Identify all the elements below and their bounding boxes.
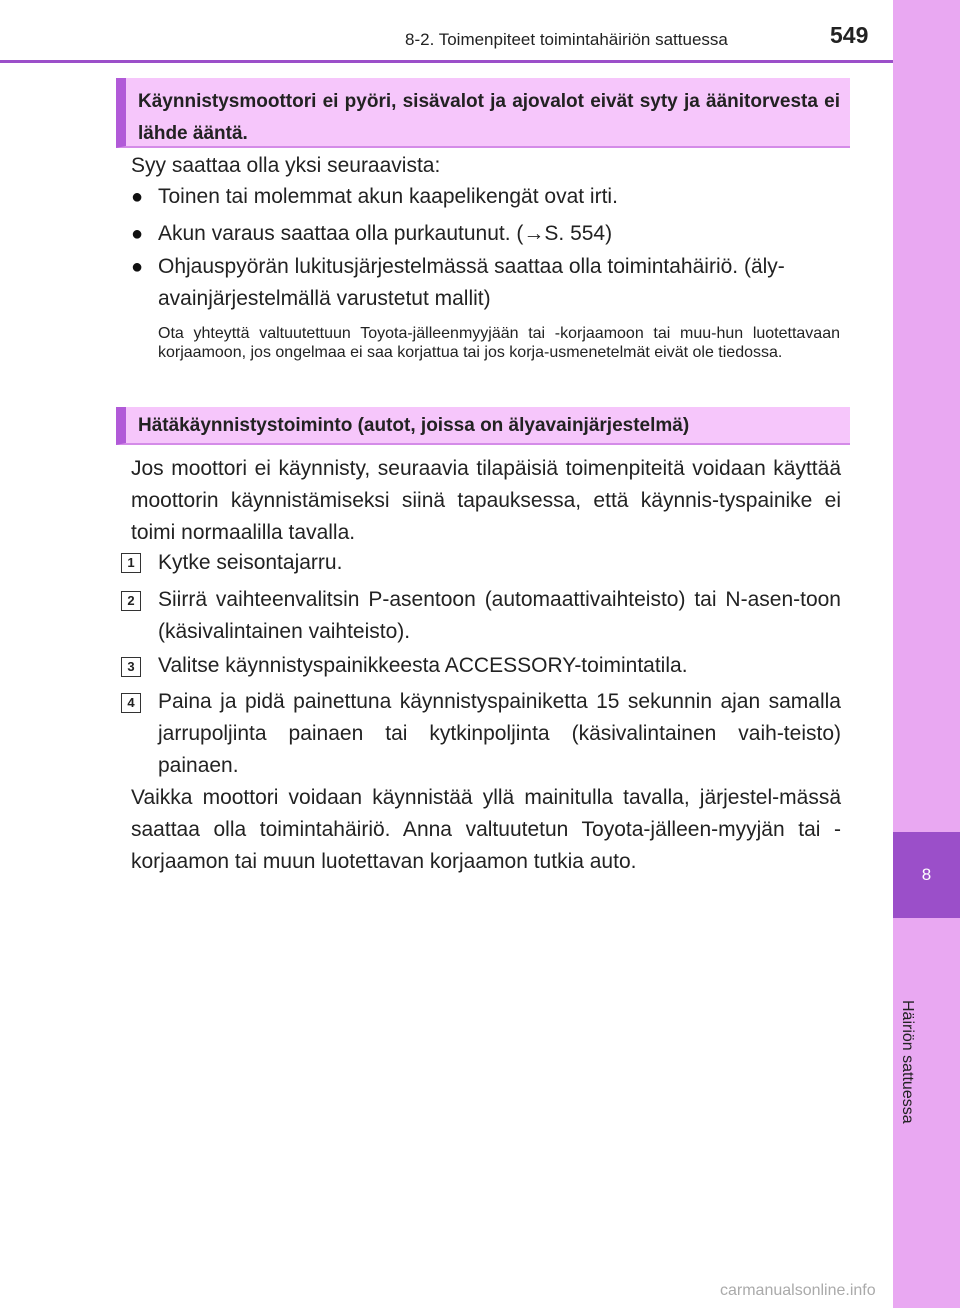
bullet-icon: ●: [131, 256, 144, 278]
step-text: Valitse käynnistyspainikkeesta ACCESSORY-toimintatila.: [158, 654, 688, 677]
section2-heading: Hätäkäynnistystoiminto (autot, joissa on älyavainjärjestelmä): [116, 407, 850, 445]
section1-heading: Käynnistysmoottori ei pyöri, sisävalot ja ajovalot eivät syty ja äänitorvesta ei lähde ääntä.: [116, 78, 850, 148]
section2-intro: Jos moottori ei käynnisty, seuraavia tilapäisiä toimenpiteitä voidaan käyttää moottorin käynnistämiseksi siinä tapauksessa, että käynnis-tyspainike ei toimi normaalilla tavalla.: [131, 457, 841, 544]
section-header-title: 8-2. Toimenpiteet toimintahäiriön sattuessa: [405, 30, 728, 49]
bullet-icon: ●: [131, 223, 144, 245]
step-text: Siirrä vaihteenvalitsin P-asentoon (automaattivaihteisto) tai N-asen-toon (käsivalintainen vaihteisto).: [158, 588, 841, 643]
bullet-icon: ●: [131, 186, 144, 208]
chapter-number-box: [893, 832, 960, 918]
step-number-badge: 3: [121, 657, 141, 677]
page-number: 549: [830, 22, 869, 48]
bullet-item: Toinen tai molemmat akun kaapelikengät ovat irti.: [158, 185, 618, 208]
watermark: carmanualsonline.info: [720, 1282, 876, 1299]
section1-intro: Syy saattaa olla yksi seuraavista:: [131, 154, 441, 177]
bullet-item: Ohjauspyörän lukitusjärjestelmässä saattaa olla toimintahäiriö. (äly-: [158, 255, 785, 278]
header-rule: [0, 60, 893, 63]
step-number-badge: 2: [121, 591, 141, 611]
step-text: Kytke seisontajarru.: [158, 551, 343, 574]
section2-closing: Vaikka moottori voidaan käynnistää yllä mainitulla tavalla, järjestel-mässä saattaa olla toimintahäiriö. Anna valtuutetun Toyota-jälleen-myyjän tai -korjaamon tai muun luotettavan korjaamon tutkia auto.: [131, 786, 841, 873]
step-number-badge: 1: [121, 553, 141, 573]
section1-note: Ota yhteyttä valtuutettuun Toyota-jälleenmyyjään tai -korjaamoon tai muu-hun luotettavaan korjaamoon, jos ongelmaa ei saa korjattua tai jos korja-usmenetelmät eivät ole tiedossa.: [158, 325, 840, 361]
step-text: Paina ja pidä painettuna käynnistyspainiketta 15 sekunnin ajan samalla jarrupoljinta painaen tai kytkinpoljinta (käsivalintainen vaih-teisto) painaen.: [158, 690, 841, 777]
bullet-item-continuation: avainjärjestelmällä varustetut mallit): [158, 287, 491, 310]
chapter-title: Häiriön sattuessa: [899, 1000, 916, 1124]
step-number-badge: 4: [121, 693, 141, 713]
bullet-item: Akun varaus saattaa olla purkautunut. (→S. 554): [158, 222, 613, 245]
chapter-number: 8: [921, 865, 932, 884]
